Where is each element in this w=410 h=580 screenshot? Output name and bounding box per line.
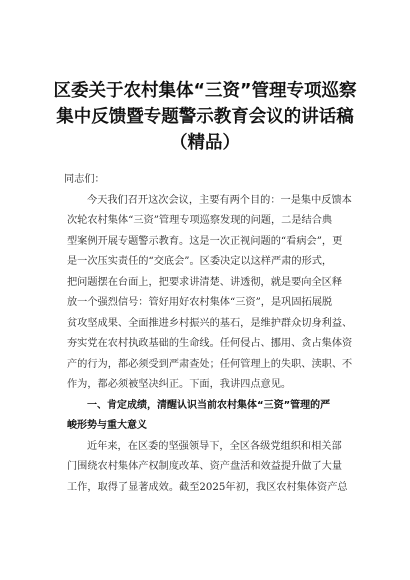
paragraph-1-line-1: 今天我们召开这次会议，主要有两个目的：一是集中反馈本	[87, 194, 352, 206]
section-heading-line-2: 峻形势与重大意义	[67, 420, 147, 431]
document-body	[64, 170, 353, 498]
paragraph-1-line-9: 产的行为，都必须受到严肃查处；任何管理上的失职、渎职、不	[67, 358, 353, 370]
section-heading-line-1: 一、肯定成绩，清醒认识当前农村集体“三资”管理的严	[87, 399, 331, 411]
title-line-1: 区委关于农村集体“三资”管理专项巡察	[53, 81, 357, 101]
paragraph-1-line-2: 次轮农村集体“三资”管理专项巡察发现的问题，二是结合典	[67, 215, 333, 226]
paragraph-1-line-10: 作为，都必须被坚决纠正。下面，我讲四点意见。	[67, 379, 292, 390]
document-title	[50, 78, 360, 156]
paragraph-1-line-4: 是一次压实责任的“交底会”。区委决定以这样严肃的形式，	[67, 256, 333, 267]
paragraph-1-line-5: 把问题摆在台面上，把要求讲清楚、讲透彻，就是要向全区释	[67, 276, 343, 288]
paragraph-2-line-3: 工作，取得了显著成效。截至2025年初，我区农村集体资产总	[67, 481, 348, 493]
paragraph-1-line-8: 夯实党在农村执政基础的生命线。任何侵占、挪用、贪占集体资	[67, 338, 353, 349]
paragraph-1-line-3: 型案例开展专题警示教育。这是一次正视问题的“看病会”，更	[67, 235, 343, 247]
paragraph-2-line-1: 近年来，在区委的坚强领导下，全区各级党组织和相关部	[87, 440, 342, 452]
paragraph-1-line-6: 放一个强烈信号：管好用好农村集体“三资”，是巩固拓展脱	[67, 297, 333, 308]
paragraph-1-line-7: 贫攻坚成果、全面推进乡村振兴的基石，是维护群众切身利益、	[67, 317, 353, 329]
title-line-3: （精品）	[170, 133, 240, 153]
title-line-2: 集中反馈暨专题警示教育会议的讲话稿	[56, 107, 354, 127]
paragraph-2-line-2: 门围绕农村集体产权制度改革、资产盘活和效益提升做了大量	[67, 461, 343, 472]
salutation: 同志们：	[64, 174, 105, 185]
